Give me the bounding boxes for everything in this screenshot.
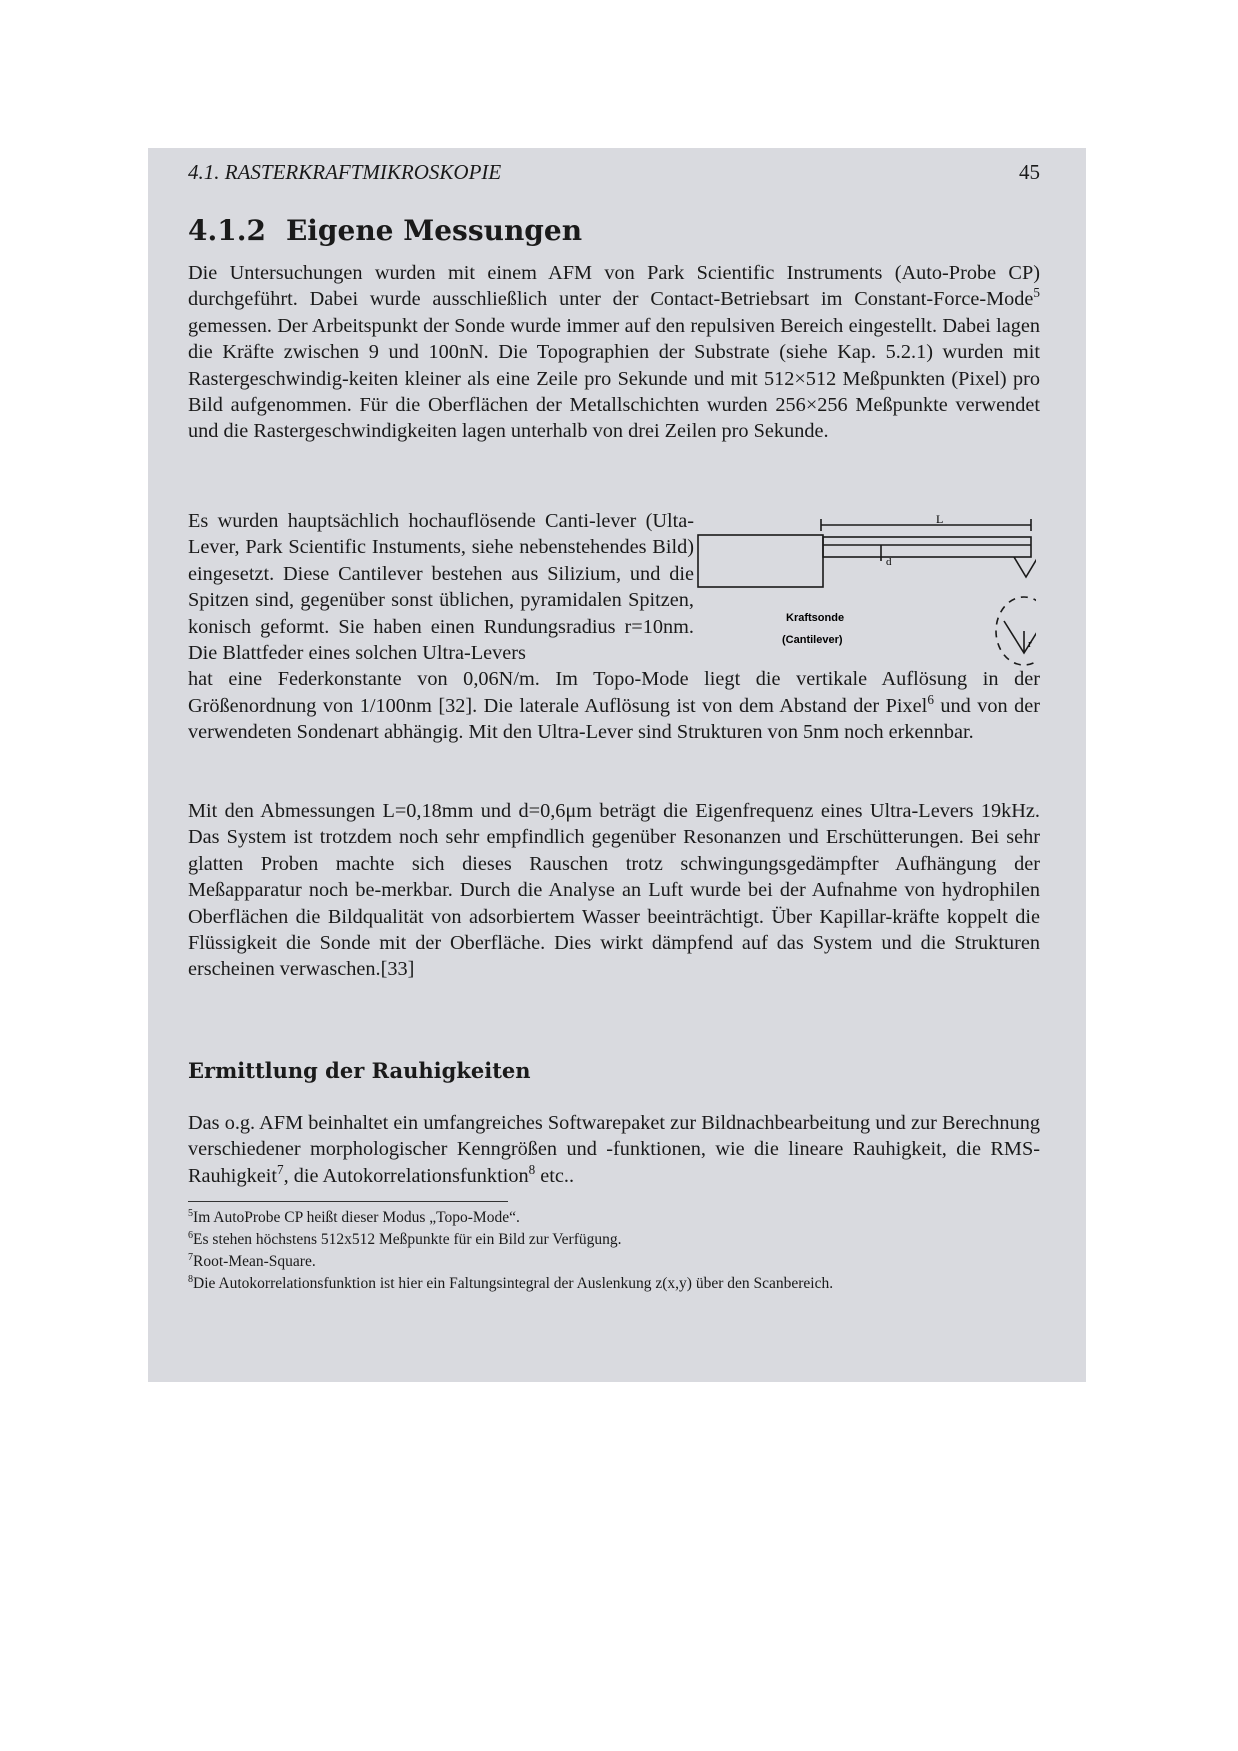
footnote-ref: 8 (528, 1162, 536, 1178)
paragraph-3 (188, 798, 1040, 983)
footnote-mark: 7 (188, 1251, 194, 1263)
footnote-8 (188, 1274, 1040, 1294)
section-title: Eigene Messungen (285, 214, 583, 247)
cantilever-beam (823, 537, 1031, 557)
caption-line-2: (Cantilever) (782, 634, 843, 646)
paragraph-text: etc.. (535, 1164, 575, 1187)
footnote-ref: 7 (277, 1162, 284, 1178)
paragraph-text: Die Untersuchungen wurden mit einem AFM von Park Scientific Instruments (Auto-Probe CP) durchgeführt. Dabei wurde ausschließlich unter der Contact-Betriebsart im Constant-Force-Mode (188, 262, 1040, 311)
label-l: L (936, 513, 944, 526)
footnote-rule (188, 1201, 508, 1202)
page-number: 45 (1019, 160, 1040, 184)
footnote-mark: 6 (188, 1229, 194, 1241)
footnote-7 (188, 1252, 1040, 1272)
section-heading (188, 214, 582, 247)
footnote-text: Root-Mean-Square. (193, 1253, 316, 1270)
footnote-6 (188, 1230, 1040, 1250)
footnote-ref: 5 (1033, 285, 1040, 301)
running-header-title: 4.1. RASTERKRAFTMIKROSKOPIE (188, 160, 502, 184)
scanned-page (148, 148, 1086, 1382)
footnote-text: Im AutoProbe CP heißt dieser Modus „Topo-Mode“. (193, 1209, 520, 1226)
paragraph-text: Das o.g. AFM beinhaltet ein umfangreiches Softwarepaket zur Bildnachbearbeitung und zur Berechnung verschiedener morphologischer Kenngrößen und -funktionen, wie die lineare Rauhigkeit, die RMS-Rauhigkeit (188, 1112, 1040, 1187)
footnote-mark: 8 (188, 1273, 194, 1285)
footnote-5 (188, 1208, 1040, 1228)
footnote-text: Es stehen höchstens 512x512 Meßpunkte für ein Bild zur Verfügung. (193, 1231, 622, 1248)
paragraph-text: gemessen. Der Arbeitspunkt der Sonde wurde immer auf den repulsiven Bereich eingestellt. Dabei lagen die Kräfte zwischen 9 und 100nN. Die Topographien der Substrate (siehe Kap. 5.2.1) wurden mit Rastergeschwindig-keiten kleiner als eine Zeile pro Sekunde und mit 512×512 Meßpunkten (Pixel) pro Bild aufgenommen. Für die Oberflächen der Metallschichten wurden 256×256 Meßpunkte verwendet und die Rastergeschwindigkeiten lagen unterhalb von drei Zeilen pro Sekunde. (188, 314, 1040, 443)
running-header (188, 160, 1040, 185)
footnote-text: Die Autokorrelationsfunktion ist hier ein Faltungsintegral der Auslenkung z(x,y) über den Scanbereich. (193, 1275, 834, 1292)
paragraph-1 (188, 260, 1040, 445)
caption-line-1: Kraftsonde (786, 612, 845, 624)
section-number: 4.1.2 (188, 214, 266, 247)
wrapped-text: Es wurden hauptsächlich hochauflösende Canti-lever (Ulta-Lever, Park Scientific Instuments, siehe nebenstehendes Bild) eingesetzt. Diese Cantilever bestehen aus Silizium, und die Spitzen sind, gegenüber sonst üblichen, pyramidalen Spitzen, konisch geformt. Sie haben einen Rundungsradius r=10nm. Die Blattfeder eines solchen Ultra-Levers (188, 510, 694, 665)
cantilever-chip (698, 535, 823, 587)
footnote-mark: 5 (188, 1207, 194, 1219)
cantilever-figure (696, 513, 1036, 688)
paragraph-text: und von der verwendeten Sondenart abhängig. Mit den Ultra-Lever sind Strukturen von 5nm noch erkennbar. (188, 694, 1041, 744)
subsection-heading: Ermittlung der Rauhigkeiten (188, 1058, 531, 1083)
label-r: r (1028, 638, 1032, 650)
paragraph-text: Mit den Abmessungen L=0,18mm und d=0,6μm beträgt die Eigenfrequenz eines Ultra-Levers 19kHz. Das System ist trotzdem noch sehr empfindlich gegenüber Resonanzen und Erschütterungen. Bei sehr glatten Proben machte sich dieses Rauschen trotz schwingungsgedämpfter Aufhängung der Meßapparatur noch be-merkbar. Durch die Analyse an Luft wurde bei der Aufnahme von hydrophilen Oberflächen die Bildqualität von adsorbiertem Wasser beeinträchtigt. Über Kapillar-kräfte koppelt die Flüssigkeit die Sonde mit der Oberfläche. Dies wirkt dämpfend auf das System und die Strukturen erscheinen verwaschen.[33] (188, 800, 1040, 981)
paragraph-text: hat eine Federkonstante von 0,06N/m. Im Topo-Mode liegt die vertikale Auflösung in der Größenordnung von 1/100nm [32]. Die laterale Auflösung ist von dem Abstand der Pixel (188, 668, 1040, 717)
label-d: d (886, 556, 892, 568)
cantilever-tip (1014, 557, 1036, 577)
footnote-ref: 6 (927, 692, 934, 708)
magnification-circle (996, 597, 1036, 665)
paragraph-text: , die Autokorrelationsfunktion (283, 1164, 529, 1187)
paragraph-4 (188, 1110, 1040, 1189)
